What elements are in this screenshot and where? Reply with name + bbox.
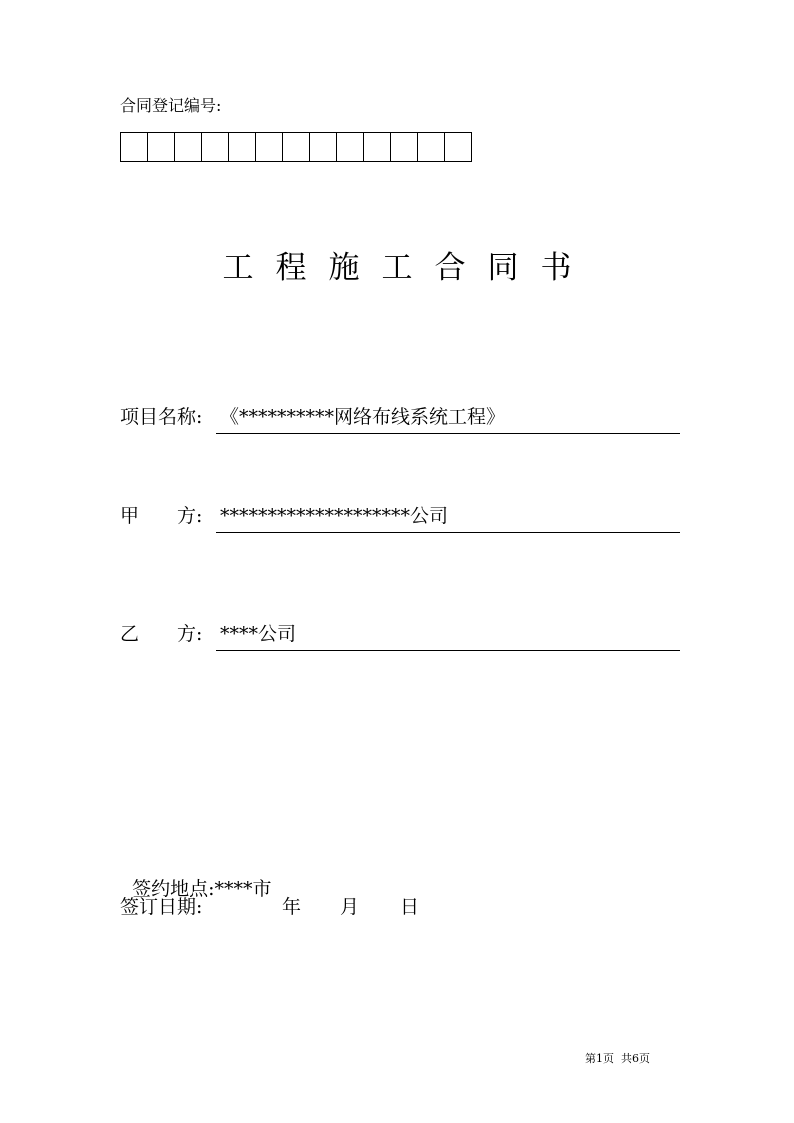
- party-a-label: 甲 方:: [120, 505, 203, 527]
- registration-number-box: [256, 133, 283, 161]
- party-b-field: ****公司: [216, 622, 680, 651]
- project-name-field: 《**********网络布线系统工程》: [216, 405, 680, 434]
- signing-place-label: 签约地点:: [132, 878, 215, 900]
- signing-date-day: 日: [400, 896, 420, 918]
- signing-date-year: 年: [282, 896, 302, 918]
- registration-number-box: [121, 133, 148, 161]
- registration-number-box: [337, 133, 364, 161]
- project-name-label: 项目名称:: [120, 406, 203, 428]
- registration-number-box: [418, 133, 445, 161]
- signing-date-month: 月: [340, 896, 360, 918]
- registration-number-box: [175, 133, 202, 161]
- signing-place: [120, 853, 272, 901]
- registration-number-box: [283, 133, 310, 161]
- party-a-field: ********************公司: [216, 504, 680, 533]
- registration-number-box: [148, 133, 175, 161]
- registration-number-box: [364, 133, 391, 161]
- page-footer: [585, 1052, 650, 1066]
- registration-number-box: [391, 133, 418, 161]
- signing-place-value: ****市: [214, 878, 272, 900]
- page-number: 第1页: [585, 1052, 614, 1065]
- signing-date-label: 签订日期:: [120, 896, 203, 918]
- registration-number-boxes: [120, 132, 472, 162]
- page-total: 共6页: [621, 1052, 650, 1065]
- registration-number-box: [310, 133, 337, 161]
- registration-number-box: [202, 133, 229, 161]
- document-title: 工程施工合同书: [222, 250, 594, 286]
- registration-number-box: [229, 133, 256, 161]
- registration-number-box: [445, 133, 472, 161]
- party-b-label: 乙 方:: [120, 623, 203, 645]
- registration-number-label: 合同登记编号:: [120, 96, 222, 115]
